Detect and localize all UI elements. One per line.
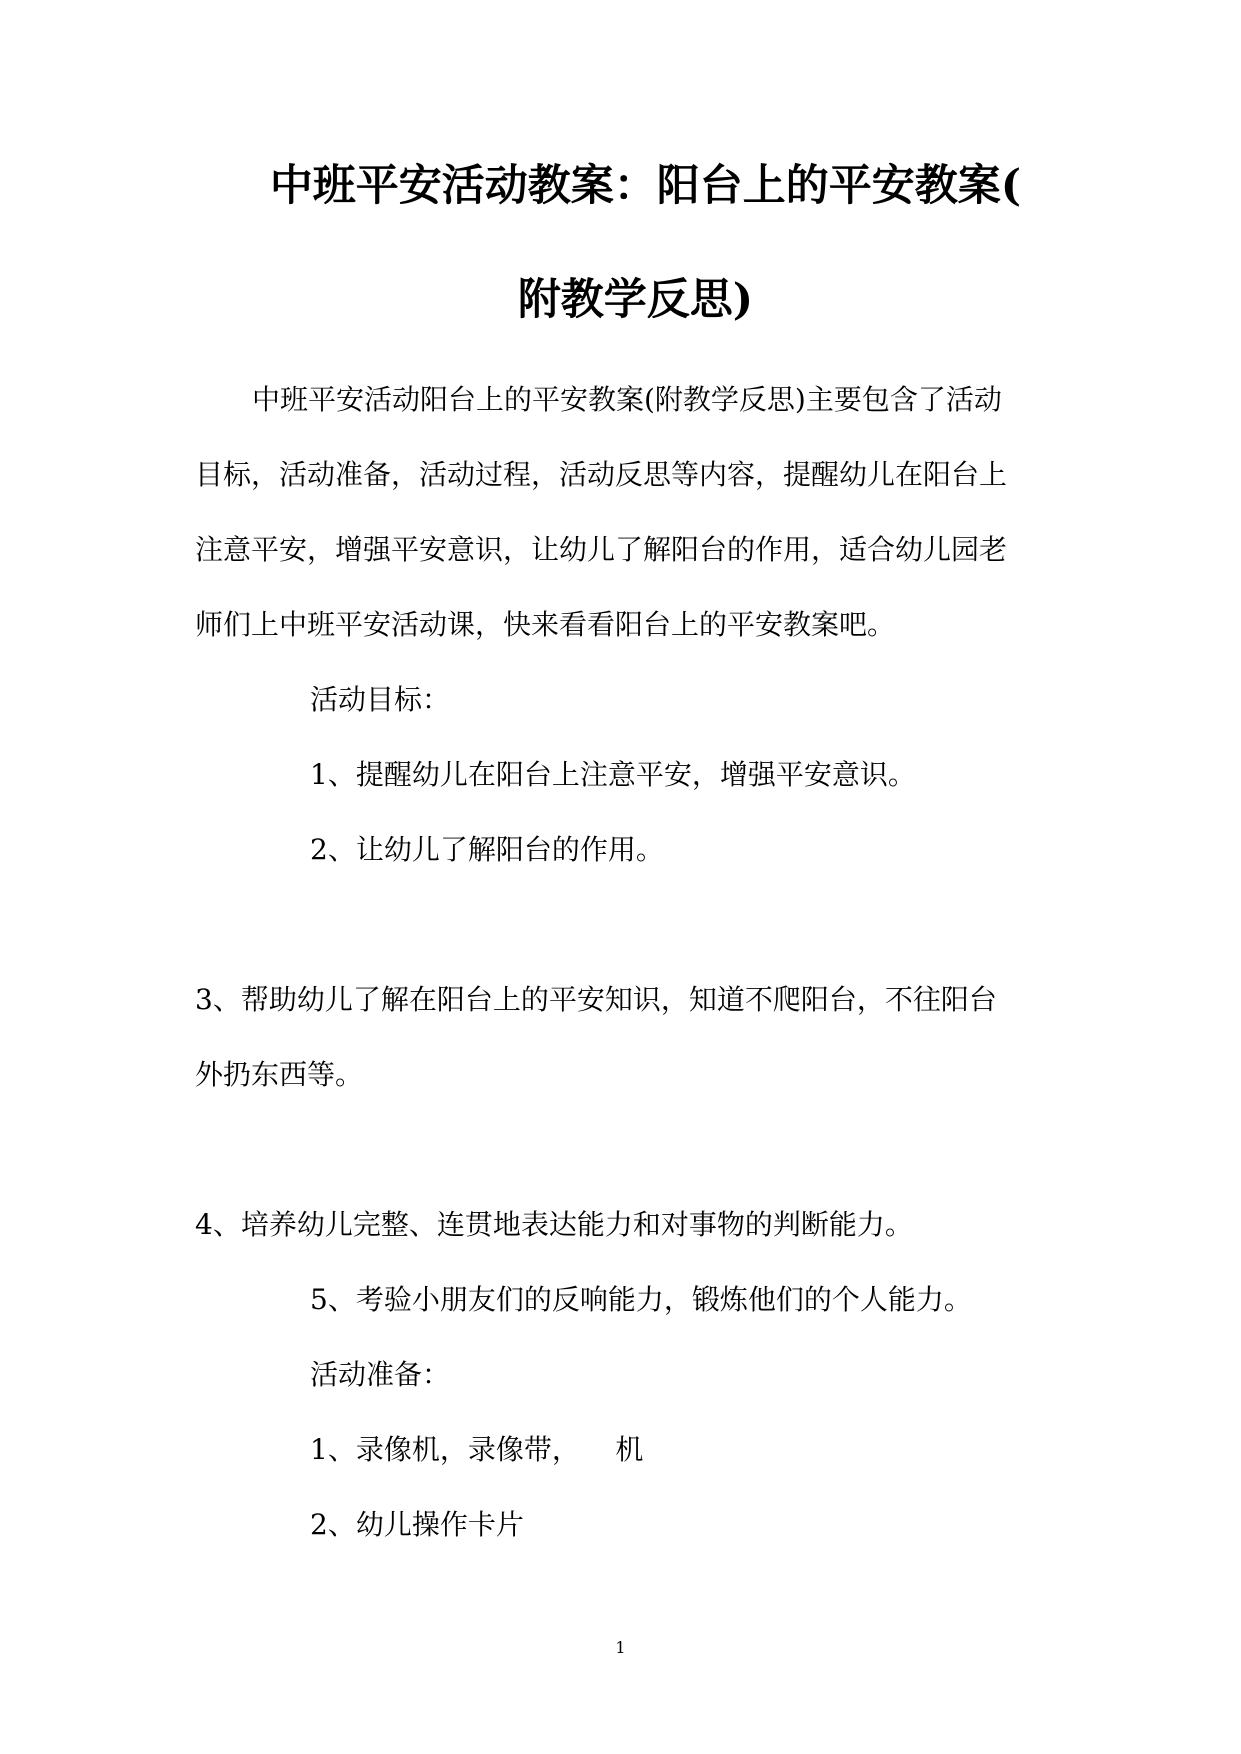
intro-line-2: 目标，活动准备，活动过程，活动反思等内容，提醒幼儿在阳台上 [195,458,1008,491]
document-title-line-1: 中班平安活动教案：阳台上的平安教案( [269,161,1022,211]
goal-item-5: 5、考验小朋友们的反响能力，锻炼他们的个人能力。 [310,1283,972,1316]
document-title-line-2: 附教学反思) [517,275,754,325]
intro-line-1: 中班平安活动阳台上的平安教案(附教学反思)主要包含了活动 [252,383,1002,416]
goals-heading: 活动目标： [310,683,451,716]
prep-item-2: 2、幼儿操作卡片 [310,1508,524,1541]
goal-item-1: 1、提醒幼儿在阳台上注意平安，增强平安意识。 [310,758,916,791]
goal-item-2: 2、让幼儿了解阳台的作用。 [310,833,664,866]
prep-heading: 活动准备： [310,1358,451,1391]
goal-item-4: 4、培养幼儿完整、连贯地表达能力和对事物的判断能力。 [195,1208,913,1241]
goal-item-3-line-1: 3、帮助幼儿了解在阳台上的平安知识，知道不爬阳台，不往阳台 [195,983,997,1016]
goal-item-3-line-2: 外扔东西等。 [195,1058,364,1091]
intro-line-4: 师们上中班平安活动课，快来看看阳台上的平安教案吧。 [195,608,896,641]
prep-item-1: 1、录像机，录像带， 机 [310,1433,644,1466]
page-number: 1 [615,1638,626,1657]
intro-line-3: 注意平安，增强平安意识，让幼儿了解阳台的作用，适合幼儿园老 [195,533,1008,566]
